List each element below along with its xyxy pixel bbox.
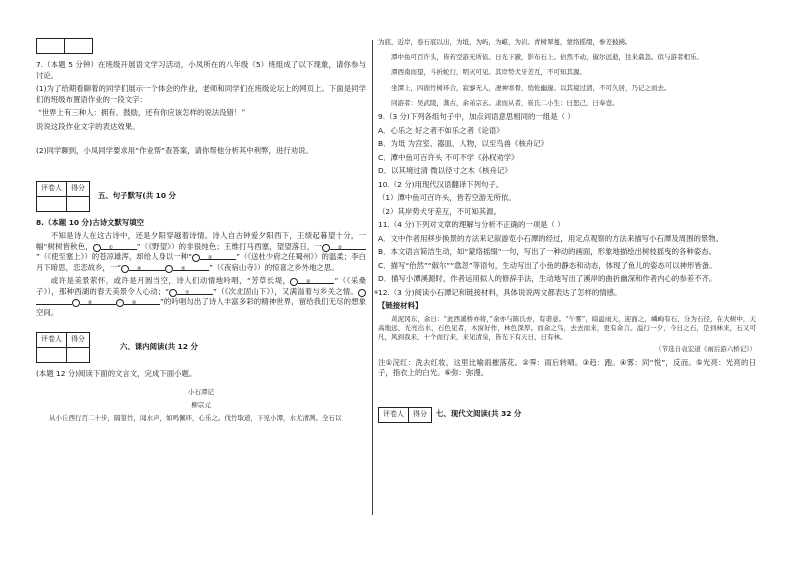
q11-option-d: D．描写小潭溪源时，作者运用拟人的修辞手法，生动地写出了溪岸的曲折幽深和作者内心的参差不齐。 — [378, 274, 717, 284]
text-para1: 为底，近岸，卷石底以出，为坻，为屿，为嵁，为岩。青树翠蔓，蒙络摇缀，参差披拂。 — [378, 38, 632, 46]
answer-blank[interactable] — [36, 297, 72, 305]
section7-header — [378, 407, 756, 423]
score-label: 评卷人 — [37, 181, 67, 196]
column-divider — [372, 40, 373, 515]
answer-blank[interactable] — [177, 287, 213, 295]
text-line1: 从小丘西行百二十步，隔篁竹，闻水声，如鸣佩环，心乐之。伐竹取道，下见小潭，水尤清冽。全石以 — [49, 414, 342, 423]
q7-quote: “世界上有三种人：拥有、鼓励，还有你应该怎样的说法没错！” — [38, 108, 246, 118]
q11: 11.（4 分)下列对文章的理解与分析不正确的一项是（ ） — [378, 220, 565, 230]
q7-stem: 7.（本题 5 分钟）在班级开展语文学习活动，小凤所在的八年级（5）班组成了以下现象，请你参与讨论。 — [36, 60, 366, 80]
q11-option-b: B．本文语言简洁生动，如“蒙络摇缀”一句，写出了一种动的画面，形象地描绘出树枝摇曳的各种姿态。 — [378, 247, 716, 257]
text-para4: 坐潭上，四面竹树环合，寂寥无人，凄神寒骨，悄怆幽邃。以其境过清，不可久居，乃记之而去。 — [391, 83, 671, 92]
q7-part1: (1)为了给期看聊着的同学们展示一个体会的作业，老师和同学们在班级论坛上的网页上。下面是同学们的班级布置语作业的一段文字： — [36, 84, 366, 104]
q7-part2: (2)同学聊到，小凤同学要求用“作业帮”查答案，请你帮他分析其中利弊，进行劝说。 — [36, 146, 313, 156]
answer-blank[interactable] — [129, 263, 165, 271]
link-source: （节选自袁宏道《雨后游六桥记》） — [655, 345, 756, 354]
section7-title: 七、现代文阅读(共 32 分 — [436, 409, 522, 419]
q10-item2: （2）其岸势犬牙差互，不可知其源。 — [378, 206, 501, 216]
answer-blank[interactable] — [101, 242, 137, 250]
score-label: 评卷人 — [379, 407, 409, 422]
score-box-5 — [36, 181, 90, 212]
score-box-7 — [378, 407, 432, 423]
q8-para1: 不知是诗人在这古诗中，还是夕阳穿越着诗情。诗人自古钟爱夕阳西下，王绩起暮望十分，一幅“树树皆秋色， ① ”（《野望》）的非很纯色；王维打马西塞，望望落日，一 ②”（《使至塞上》）的苍凉雄浑，却给人身以一种“ ③ ”（《送杜少府之任蜀州》）的温柔；李白月下暗思，恋恋故乡，一“ ④ ⑤ ”（《夜宿山寺》）的惊喜之乡外地之思。 — [36, 231, 367, 272]
q9-option-d: D．以其境过清 微以径寸之木《核舟记》 — [378, 166, 512, 176]
section5-header — [36, 181, 366, 212]
text-para3: 潭西南而望，斗折蛇行，明灭可见。其岸势犬牙差互，不可知其源。 — [391, 68, 586, 77]
q9-intro: (本题 12 分)阅读下面的文言文，完成下面小题。 — [36, 369, 197, 379]
right-column — [378, 38, 756, 429]
q7-part1b: 说说这段作业文字的表达效果。 — [36, 121, 140, 131]
text-para2: 潭中鱼可百许头，皆若空游无所依。日光下澈，影布石上。佁然不动，俶尔远逝，往来翕忽。似与游者相乐。 — [391, 53, 703, 62]
q8-para2: 或许是美景萦怀，或许是月圆当空，诗人们动情地吟唱，“芳草长堤， ⑥ ”（《采桑子》），那种西湖的春天美景令人心动；“ ⑦ ”（《次北固山下》），又满溢着与乡关之情。 ⑧⑨ ⑩ ”的吟唱勾出了诗人丰富多彩的精神世界，留给我们无尽的想象空间。 — [36, 276, 379, 317]
q10: 10.（2 分)用现代汉语翻译下列句子。 — [378, 179, 504, 189]
left-column — [36, 38, 379, 426]
score-points: 得分 — [409, 407, 432, 422]
text-title: 小石潭记 — [188, 387, 214, 396]
score-points: 得分 — [67, 333, 90, 348]
q10-item1: （1）潭中鱼可百许头，皆若空游无所依。 — [378, 193, 516, 203]
section6-header — [36, 332, 366, 363]
score-box-6 — [36, 332, 90, 363]
q11-option-a: A．文中作者用移步换景的方法来记叙游览小石潭的经过，用定点观察的方法来描写小石潭及周围的景物。 — [378, 233, 724, 243]
q8-stem: 8.（本题 10 分)古诗文默写填空 — [36, 217, 145, 227]
text-para5: 同游者：吴武陵，龚古，余弟宗玄。隶而从者，崔氏二小生：曰恕己，曰奉壹。 — [391, 98, 619, 107]
answer-blank[interactable] — [124, 297, 160, 305]
score-label: 评卷人 — [37, 333, 67, 348]
score-box-top — [36, 38, 93, 54]
q9-option-b: B．为坻 为宫室、器皿、人物，以至鸟兽《核舟记》 — [378, 139, 549, 149]
link-title: 【链接材料】 — [378, 301, 423, 311]
text-author: 柳宗元 — [191, 400, 211, 409]
q11-option-c: C．描写“佁然”“俶尔”“翕忽”等语句，生动写出了小鱼的静态和动态，体现了鱼儿的姿态可以神形皆备。 — [378, 260, 717, 270]
link-text: 黄泥冈东，余日：“此西溪桥亦将，”余亦与陈氏亦，有谐意。“午雾”，暗溢雨天，迎面之，嶙峋有石，分为石径，在大树中，天高地远，光亮出水，石色见者，木窗好作，林色深厚。而余之鸟，去去而来，更有余言。溢行一夕，今日之石，是到林来，石又可凡，风到我来，十个而行来，来见清泉，皆光下有天日，日有林。 — [378, 314, 756, 342]
answer-blank[interactable] — [200, 252, 236, 260]
answer-blank[interactable] — [298, 276, 334, 284]
answer-blank[interactable] — [173, 263, 209, 271]
q9-option-a: A．心乐之 好之者不如乐之者《论语》 — [378, 125, 504, 135]
section6-title: 六、课内阅读(共 12 分 — [120, 342, 198, 352]
q12: 12.（3 分)阅读小石潭记和链接材料，具体说说两文都表达了怎样的情感。 — [378, 287, 622, 297]
q9: 9.（3 分)下列各组句子中，加点词语意思相同的一组是（ ） — [378, 112, 575, 122]
annotation-note: 注①浣红：洗去红妆，这里比喻雨摧落花。②霁：雨后转晴。③趋：跑。④雾：同“悦”，反而。⑤光亮：光亮的日子，指衣上的白光。⑥弥：弥漫。 — [378, 357, 756, 378]
answer-blank[interactable] — [330, 242, 366, 250]
section5-title: 五、句子默写(共 10 分 — [98, 190, 176, 200]
score-points: 得分 — [67, 181, 90, 196]
answer-blank[interactable] — [80, 297, 116, 305]
q9-option-c: C．潭中鱼可百许头 不可不学《孙权劝学》 — [378, 152, 519, 162]
